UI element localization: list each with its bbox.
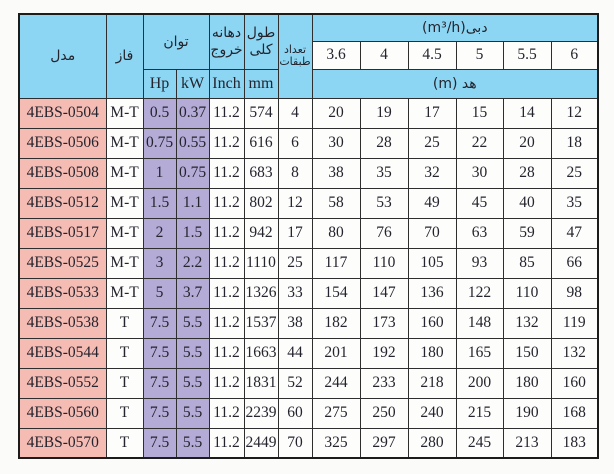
head-cell: 136 xyxy=(408,278,456,308)
flow-value-header: 5 xyxy=(456,41,503,69)
head-cell: 122 xyxy=(456,278,503,308)
head-cell: 132 xyxy=(551,338,598,368)
mm-cell: 802 xyxy=(244,188,278,218)
mm-cell: 683 xyxy=(244,158,278,188)
mm-cell: 1537 xyxy=(244,308,278,338)
head-cell: 17 xyxy=(408,98,456,128)
phase-cell: M-T xyxy=(106,248,143,278)
header-flow: دبی(m³/h) xyxy=(312,14,598,41)
inch-cell: 11.2 xyxy=(209,158,244,188)
inch-cell: 11.2 xyxy=(209,218,244,248)
table-row xyxy=(19,368,598,398)
head-cell: 105 xyxy=(408,248,456,278)
table-row xyxy=(19,398,598,428)
inch-cell: 11.2 xyxy=(209,248,244,278)
phase-cell: M-T xyxy=(106,98,143,128)
stages-cell: 17 xyxy=(278,218,312,248)
head-cell: 28 xyxy=(360,128,408,158)
head-cell: 35 xyxy=(551,188,598,218)
table-row xyxy=(19,158,598,188)
table-row xyxy=(19,128,598,158)
head-cell: 15 xyxy=(456,98,503,128)
hp-cell: 0.75 xyxy=(143,128,176,158)
head-cell: 19 xyxy=(360,98,408,128)
head-cell: 213 xyxy=(503,428,551,458)
head-cell: 110 xyxy=(503,278,551,308)
header-head: هد (m) xyxy=(312,69,598,98)
phase-cell: T xyxy=(106,398,143,428)
hp-cell: 7.5 xyxy=(143,398,176,428)
head-cell: 18 xyxy=(551,128,598,158)
stages-cell: 6 xyxy=(278,128,312,158)
head-cell: 25 xyxy=(408,128,456,158)
head-cell: 40 xyxy=(503,188,551,218)
mm-cell: 574 xyxy=(244,98,278,128)
header-outlet-line1: دهانه xyxy=(211,24,242,41)
header-model: مدل xyxy=(19,14,106,98)
head-cell: 297 xyxy=(360,428,408,458)
head-cell: 192 xyxy=(360,338,408,368)
hp-cell: 1.5 xyxy=(143,188,176,218)
model-cell: 4EBS-0533 xyxy=(19,278,106,308)
head-cell: 240 xyxy=(408,398,456,428)
model-cell: 4EBS-0552 xyxy=(19,368,106,398)
head-cell: 233 xyxy=(360,368,408,398)
head-cell: 70 xyxy=(408,218,456,248)
model-cell: 4EBS-0504 xyxy=(19,98,106,128)
head-cell: 35 xyxy=(360,158,408,188)
table-row xyxy=(19,218,598,248)
stages-cell: 8 xyxy=(278,158,312,188)
phase-cell: T xyxy=(106,338,143,368)
table-body xyxy=(19,98,598,458)
table-row xyxy=(19,98,598,128)
head-cell: 244 xyxy=(312,368,360,398)
hp-cell: 2 xyxy=(143,218,176,248)
head-cell: 218 xyxy=(408,368,456,398)
pump-spec-table xyxy=(18,13,599,459)
header-unit-kw: kW xyxy=(176,69,209,98)
flow-value-header: 6 xyxy=(551,41,598,69)
head-cell: 59 xyxy=(503,218,551,248)
hp-cell: 7.5 xyxy=(143,308,176,338)
stages-cell: 60 xyxy=(278,398,312,428)
header-length-line2: کلی xyxy=(249,41,273,58)
hp-cell: 5 xyxy=(143,278,176,308)
inch-cell: 11.2 xyxy=(209,278,244,308)
head-cell: 98 xyxy=(551,278,598,308)
mm-cell: 2239 xyxy=(244,398,278,428)
head-cell: 63 xyxy=(456,218,503,248)
head-cell: 85 xyxy=(503,248,551,278)
table-row xyxy=(19,248,598,278)
head-cell: 49 xyxy=(408,188,456,218)
header-power: توان xyxy=(143,14,209,69)
table-header xyxy=(19,14,598,98)
head-cell: 215 xyxy=(456,398,503,428)
stages-cell: 52 xyxy=(278,368,312,398)
kw-cell: 0.37 xyxy=(176,98,209,128)
table-row xyxy=(19,278,598,308)
head-cell: 250 xyxy=(360,398,408,428)
kw-cell: 5.5 xyxy=(176,398,209,428)
head-cell: 28 xyxy=(503,158,551,188)
kw-cell: 5.5 xyxy=(176,338,209,368)
hp-cell: 1 xyxy=(143,158,176,188)
head-cell: 245 xyxy=(456,428,503,458)
header-unit-inch: Inch xyxy=(209,69,244,98)
head-cell: 180 xyxy=(408,338,456,368)
header-phase: فاز xyxy=(106,14,143,98)
phase-cell: T xyxy=(106,368,143,398)
head-cell: 150 xyxy=(503,338,551,368)
head-cell: 25 xyxy=(551,158,598,188)
head-cell: 30 xyxy=(456,158,503,188)
mm-cell: 2449 xyxy=(244,428,278,458)
header-unit-hp: Hp xyxy=(143,69,176,98)
head-cell: 12 xyxy=(551,98,598,128)
head-cell: 58 xyxy=(312,188,360,218)
mm-cell: 1663 xyxy=(244,338,278,368)
head-cell: 32 xyxy=(408,158,456,188)
head-cell: 47 xyxy=(551,218,598,248)
inch-cell: 11.2 xyxy=(209,338,244,368)
phase-cell: M-T xyxy=(106,158,143,188)
head-cell: 20 xyxy=(312,98,360,128)
hp-cell: 3 xyxy=(143,248,176,278)
kw-cell: 5.5 xyxy=(176,428,209,458)
flow-value-header: 5.5 xyxy=(503,41,551,69)
model-cell: 4EBS-0560 xyxy=(19,398,106,428)
head-cell: 180 xyxy=(503,368,551,398)
header-stages xyxy=(278,14,312,98)
phase-cell: T xyxy=(106,428,143,458)
kw-cell: 1.5 xyxy=(176,218,209,248)
mm-cell: 1831 xyxy=(244,368,278,398)
model-cell: 4EBS-0538 xyxy=(19,308,106,338)
model-cell: 4EBS-0517 xyxy=(19,218,106,248)
header-length-line1: طول xyxy=(246,24,276,41)
kw-cell: 3.7 xyxy=(176,278,209,308)
head-cell: 154 xyxy=(312,278,360,308)
kw-cell: 0.55 xyxy=(176,128,209,158)
phase-cell: M-T xyxy=(106,128,143,158)
head-cell: 80 xyxy=(312,218,360,248)
mm-cell: 1110 xyxy=(244,248,278,278)
model-cell: 4EBS-0570 xyxy=(19,428,106,458)
inch-cell: 11.2 xyxy=(209,188,244,218)
head-cell: 280 xyxy=(408,428,456,458)
head-cell: 14 xyxy=(503,98,551,128)
header-stages-line2: طبقات xyxy=(279,55,311,69)
stages-cell: 12 xyxy=(278,188,312,218)
head-cell: 200 xyxy=(456,368,503,398)
head-cell: 45 xyxy=(456,188,503,218)
head-cell: 182 xyxy=(312,308,360,338)
phase-cell: M-T xyxy=(106,278,143,308)
model-cell: 4EBS-0525 xyxy=(19,248,106,278)
head-cell: 168 xyxy=(551,398,598,428)
mm-cell: 616 xyxy=(244,128,278,158)
table-row xyxy=(19,188,598,218)
head-cell: 119 xyxy=(551,308,598,338)
inch-cell: 11.2 xyxy=(209,308,244,338)
head-cell: 165 xyxy=(456,338,503,368)
inch-cell: 11.2 xyxy=(209,128,244,158)
inch-cell: 11.2 xyxy=(209,428,244,458)
table-row xyxy=(19,428,598,458)
hp-cell: 0.5 xyxy=(143,98,176,128)
flow-value-header: 4.5 xyxy=(408,41,456,69)
head-cell: 66 xyxy=(551,248,598,278)
stages-cell: 38 xyxy=(278,308,312,338)
head-cell: 38 xyxy=(312,158,360,188)
head-cell: 76 xyxy=(360,218,408,248)
head-cell: 148 xyxy=(456,308,503,338)
hp-cell: 7.5 xyxy=(143,338,176,368)
flow-value-header: 3.6 xyxy=(312,41,360,69)
inch-cell: 11.2 xyxy=(209,98,244,128)
header-unit-mm: mm xyxy=(244,69,278,98)
phase-cell: T xyxy=(106,308,143,338)
head-cell: 183 xyxy=(551,428,598,458)
kw-cell: 2.2 xyxy=(176,248,209,278)
mm-cell: 1326 xyxy=(244,278,278,308)
head-cell: 22 xyxy=(456,128,503,158)
table-row xyxy=(19,338,598,368)
head-cell: 117 xyxy=(312,248,360,278)
kw-cell: 5.5 xyxy=(176,308,209,338)
header-outlet-line2: خروج xyxy=(210,41,243,58)
head-cell: 275 xyxy=(312,398,360,428)
model-cell: 4EBS-0506 xyxy=(19,128,106,158)
head-cell: 110 xyxy=(360,248,408,278)
head-cell: 190 xyxy=(503,398,551,428)
inch-cell: 11.2 xyxy=(209,398,244,428)
head-cell: 20 xyxy=(503,128,551,158)
head-cell: 173 xyxy=(360,308,408,338)
hp-cell: 7.5 xyxy=(143,368,176,398)
flow-value-header: 4 xyxy=(360,41,408,69)
phase-cell: M-T xyxy=(106,188,143,218)
head-cell: 53 xyxy=(360,188,408,218)
header-outlet xyxy=(209,14,244,69)
model-cell: 4EBS-0508 xyxy=(19,158,106,188)
stages-cell: 33 xyxy=(278,278,312,308)
stages-cell: 4 xyxy=(278,98,312,128)
head-cell: 325 xyxy=(312,428,360,458)
stages-cell: 25 xyxy=(278,248,312,278)
head-cell: 30 xyxy=(312,128,360,158)
phase-cell: M-T xyxy=(106,218,143,248)
stages-cell: 70 xyxy=(278,428,312,458)
mm-cell: 942 xyxy=(244,218,278,248)
kw-cell: 0.75 xyxy=(176,158,209,188)
stages-cell: 44 xyxy=(278,338,312,368)
header-length xyxy=(244,14,278,69)
table-row xyxy=(19,308,598,338)
head-cell: 160 xyxy=(551,368,598,398)
model-cell: 4EBS-0544 xyxy=(19,338,106,368)
model-cell: 4EBS-0512 xyxy=(19,188,106,218)
hp-cell: 7.5 xyxy=(143,428,176,458)
head-cell: 201 xyxy=(312,338,360,368)
head-cell: 132 xyxy=(503,308,551,338)
kw-cell: 1.1 xyxy=(176,188,209,218)
inch-cell: 11.2 xyxy=(209,368,244,398)
head-cell: 147 xyxy=(360,278,408,308)
head-cell: 93 xyxy=(456,248,503,278)
head-cell: 160 xyxy=(408,308,456,338)
header-stages-line1: تعداد xyxy=(283,42,307,56)
kw-cell: 5.5 xyxy=(176,368,209,398)
